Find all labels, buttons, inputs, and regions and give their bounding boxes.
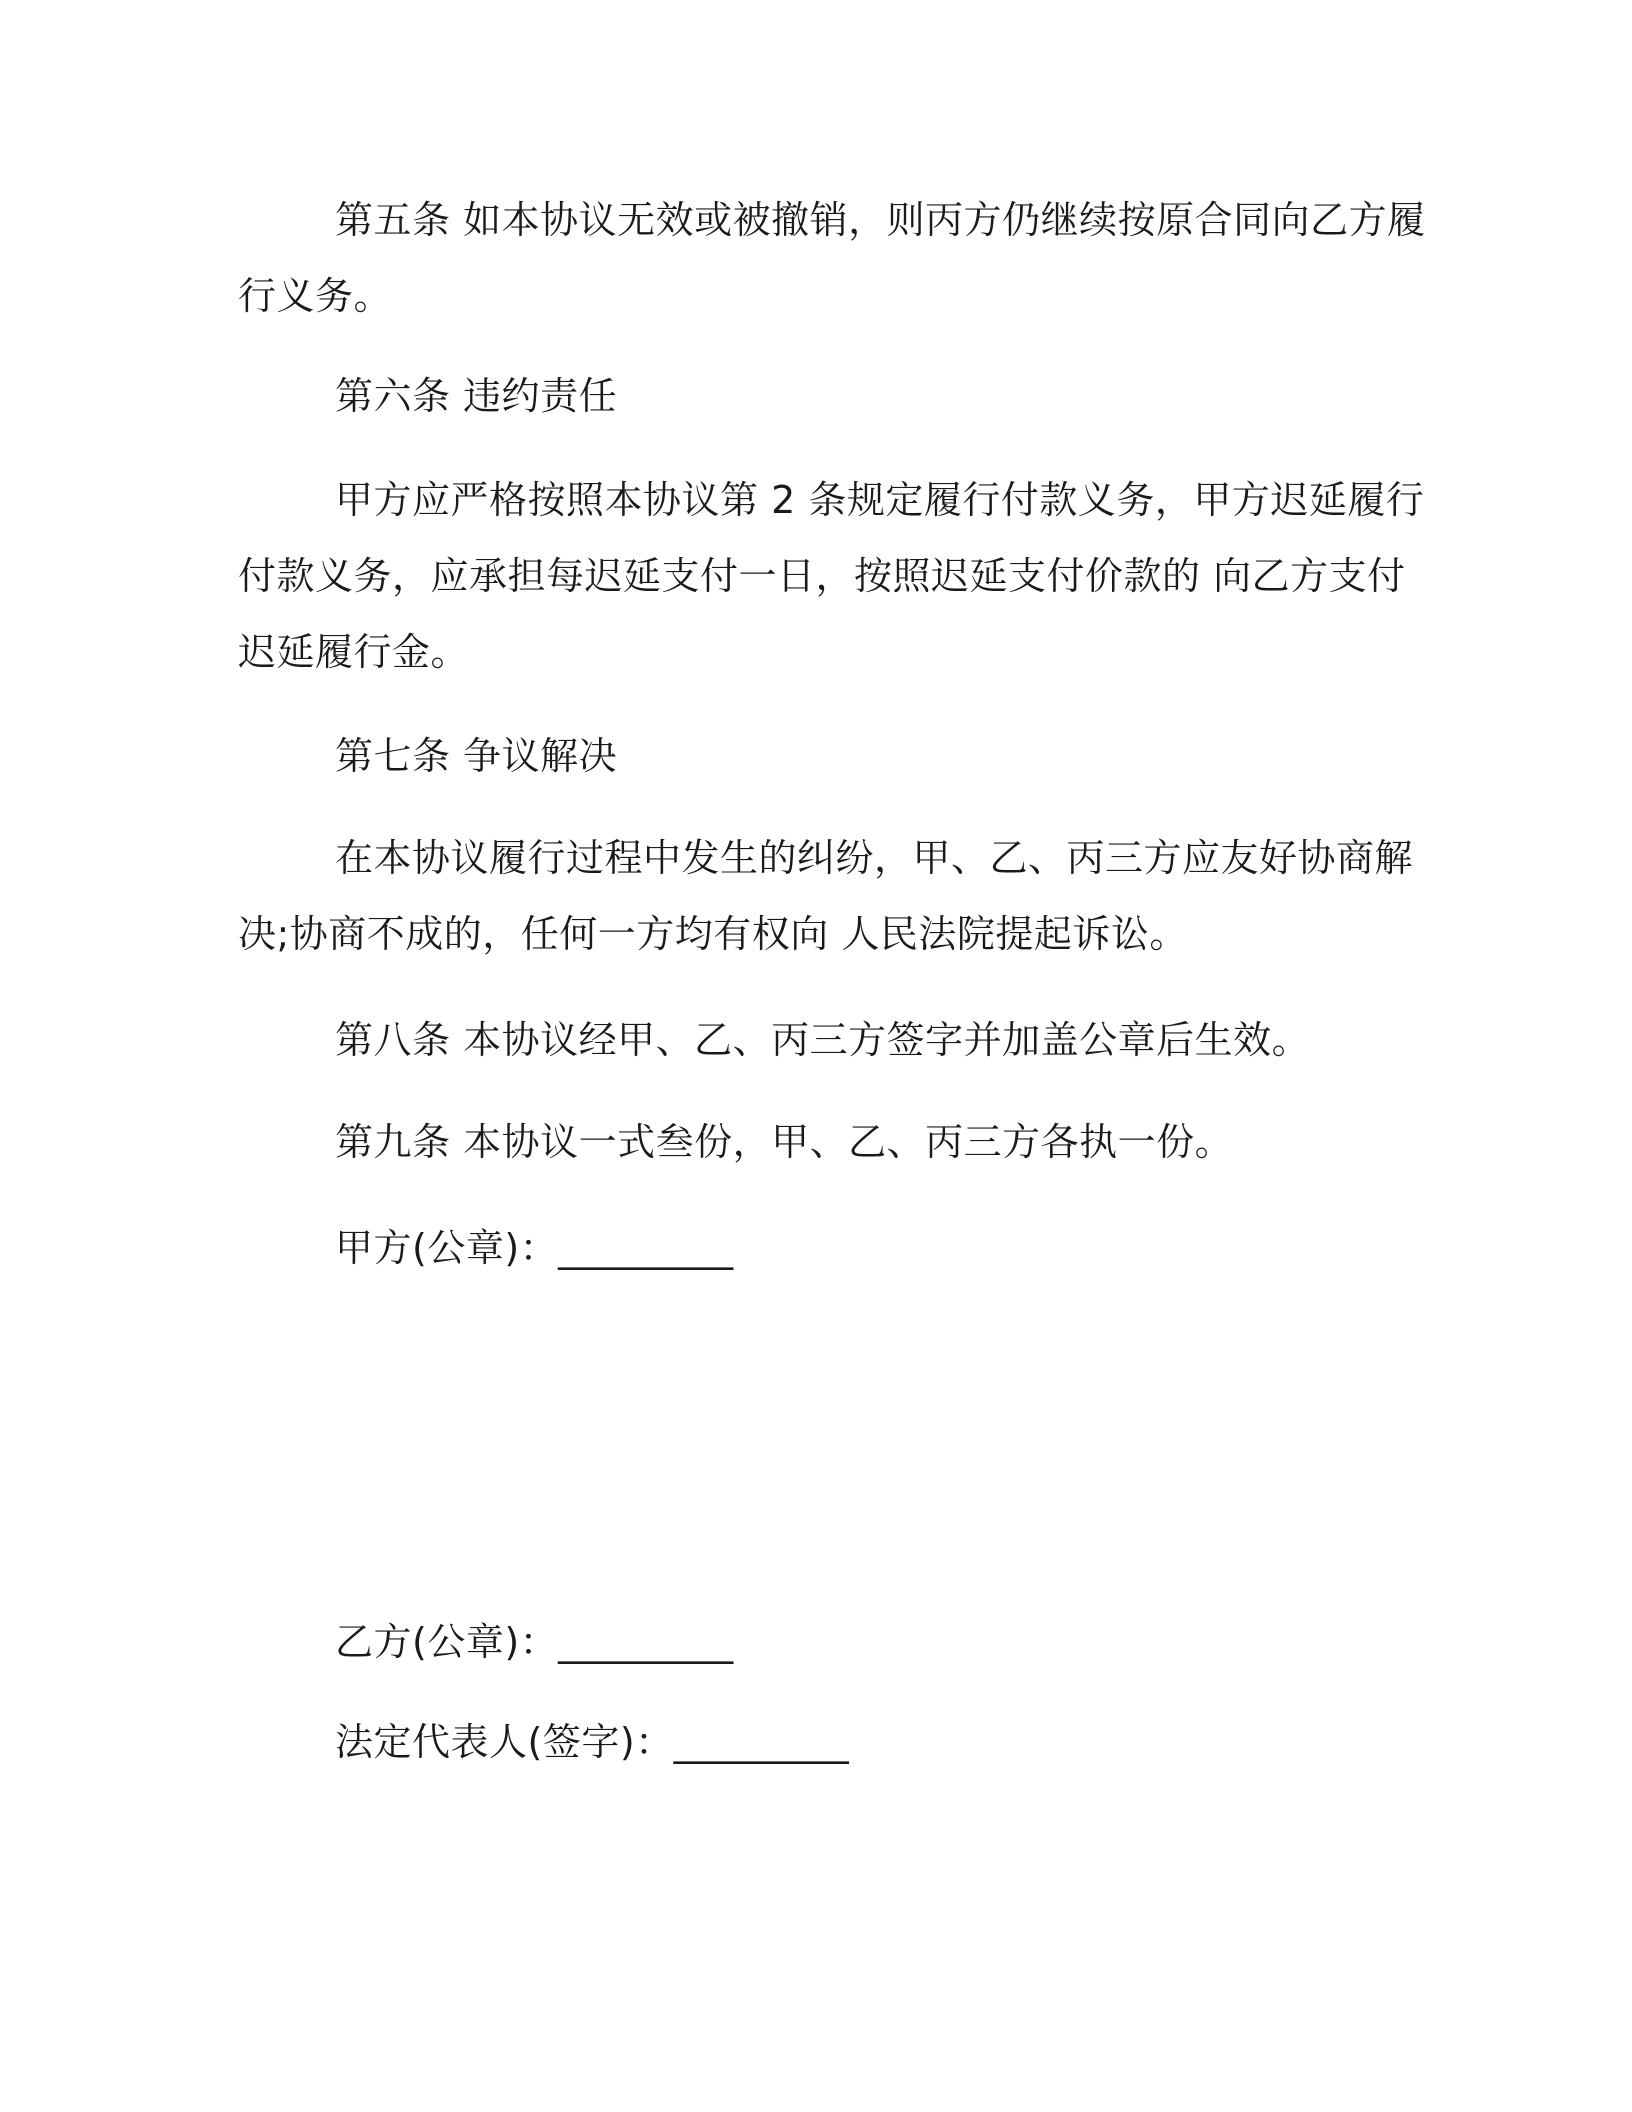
article-6-body-line-2: 付款义务，应承担每迟延支付一日，按照迟延支付价款的 向乙方支付 (238, 554, 1406, 598)
article-6-body (238, 462, 1425, 690)
article-7-heading (238, 718, 1388, 794)
article-7-heading-text: 第七条 争议解决 (335, 734, 618, 778)
legal-representative-signature-line: 法定代表人(签字)：_________ (335, 1720, 850, 1764)
article-8-text: 第八条 本协议经甲、乙、丙三方签字并加盖公章后生效。 (335, 1018, 1311, 1062)
article-9-text: 第九条 本协议一式叁份，甲、乙、丙三方各执一份。 (335, 1120, 1234, 1164)
article-8 (238, 1002, 1388, 1078)
article-9 (238, 1104, 1388, 1180)
party-b-seal-line: 乙方(公章)：_________ (335, 1620, 734, 1664)
article-5 (238, 182, 1426, 334)
article-7-body-line-2: 决;协商不成的，任何一方均有权向 人民法院提起诉讼。 (238, 912, 1188, 956)
article-6-heading-text: 第六条 违约责任 (335, 374, 618, 418)
article-6-body-line-3: 迟延履行金。 (238, 630, 470, 674)
article-5-line-2: 行义务。 (238, 274, 393, 318)
article-6-body-line-1: 甲方应严格按照本协议第 2 条规定履行付款义务，甲方迟延履行 (335, 478, 1425, 522)
article-5-line-1: 第五条 如本协议无效或被撤销，则丙方仍继续按原合同向乙方履 (335, 198, 1426, 242)
article-6-heading (238, 358, 1388, 434)
article-7-body (238, 820, 1414, 972)
article-7-body-line-1: 在本协议履行过程中发生的纠纷，甲、乙、丙三方应友好协商解 (335, 836, 1414, 880)
party-a-seal-line: 甲方(公章)：_________ (335, 1226, 734, 1270)
